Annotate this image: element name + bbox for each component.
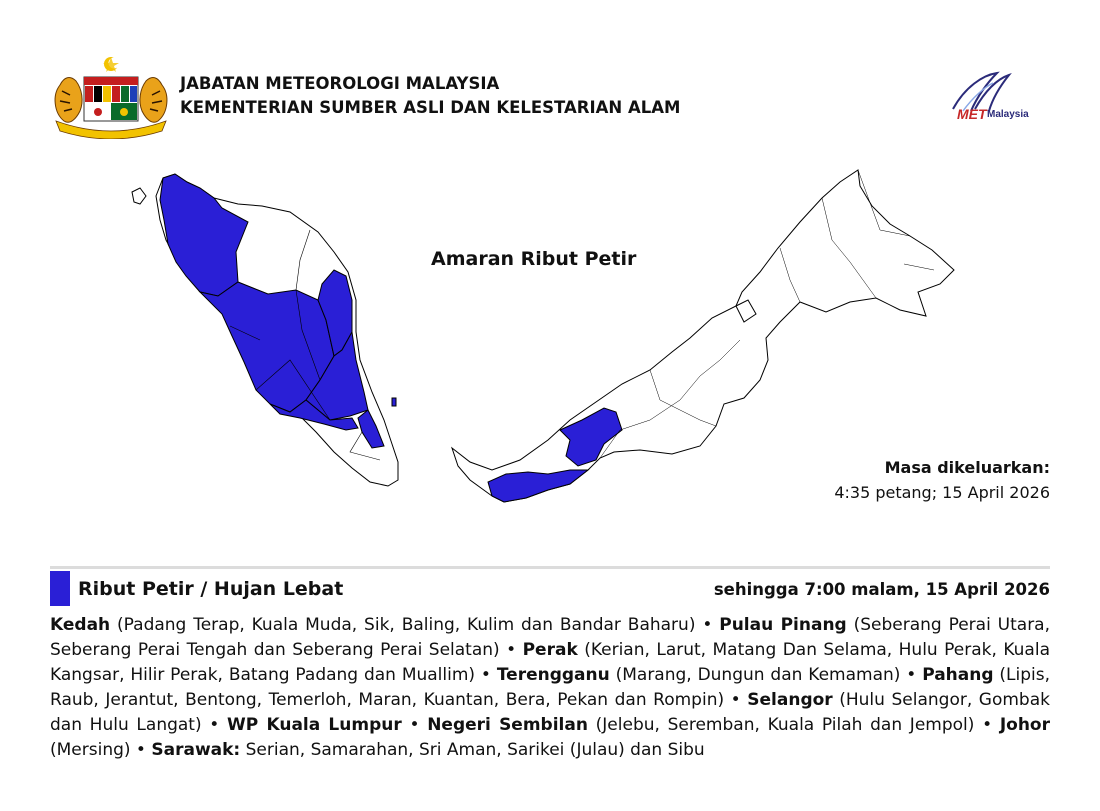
region-separator: • (900, 665, 923, 685)
region-state: Johor (999, 715, 1050, 735)
region-districts: (Lipis, Raub, Jerantut, Bentong, Temerloh, Maran, Kuantan, Bera, Pekan dan Rompin) (50, 665, 1050, 710)
region-state: Kedah (50, 615, 111, 635)
peninsular-malaysia (132, 174, 398, 486)
logo-met-text: MET (957, 106, 987, 122)
region-districts: (Kerian, Larut, Matang Dan Selama, Hulu Perak, Kuala Kangsar, Hilir Perak, Batang Padang dan Muallim) (50, 640, 1050, 685)
ministry-title: KEMENTERIAN SUMBER ASLI DAN KELESTARIAN ALAM (180, 98, 681, 117)
region-separator: • (401, 715, 428, 735)
region-separator: • (475, 665, 497, 685)
header (50, 55, 1050, 145)
region-districts: (Seberang Perai Utara, Seberang Perai Tengah dan Seberang Perai Selatan) (50, 615, 1051, 660)
region-separator: • (695, 615, 720, 635)
met-malaysia-logo (935, 67, 1050, 122)
region-districts: (Padang Terap, Kuala Muda, Sik, Baling, Kulim dan Bandar Baharu) (110, 615, 696, 635)
agency-title: JABATAN METEOROLOGI MALAYSIA (180, 74, 500, 93)
region-separator: • (130, 740, 152, 760)
region-districts: Serian, Samarahan, Sri Aman, Sarikei (Julau) dan Sibu (240, 740, 705, 760)
region-state: Selangor (747, 690, 833, 710)
issued-time (834, 455, 1050, 505)
region-separator: • (974, 715, 1000, 735)
region-state: Pahang (922, 665, 994, 685)
region-districts: (Marang, Dungun dan Kemaman) (609, 665, 901, 685)
region-state: WP Kuala Lumpur (227, 715, 402, 735)
region-state: Sarawak: (151, 740, 241, 760)
region-districts: (Jelebu, Seremban, Kuala Pilah dan Jempol) (587, 715, 975, 735)
affected-areas (50, 613, 1050, 763)
region-districts: (Hulu Selangor, Gombak dan Hulu Langat) (50, 690, 1050, 735)
divider (50, 566, 1050, 569)
region-separator: • (201, 715, 228, 735)
region-state: Negeri Sembilan (427, 715, 588, 735)
region-state: Perak (522, 640, 578, 660)
agency-name (180, 72, 680, 120)
borneo-malaysia (452, 170, 954, 502)
region-separator: • (499, 640, 523, 660)
region-districts: (Mersing) (50, 740, 131, 760)
warning-color-swatch (50, 571, 70, 606)
region-separator: • (724, 690, 748, 710)
issued-value: 4:35 petang; 15 April 2026 (834, 483, 1050, 502)
issued-label: Masa dikeluarkan: (884, 458, 1050, 477)
coat-of-arms-icon (50, 55, 172, 139)
valid-until: sehingga 7:00 malam, 15 April 2026 (713, 580, 1050, 599)
region-state: Pulau Pinang (719, 615, 847, 635)
logo-malaysia-text: Malaysia (987, 109, 1029, 120)
warning-type: Ribut Petir / Hujan Lebat (78, 578, 344, 600)
map-title: Amaran Ribut Petir (431, 248, 637, 270)
region-state: Terengganu (496, 665, 610, 685)
